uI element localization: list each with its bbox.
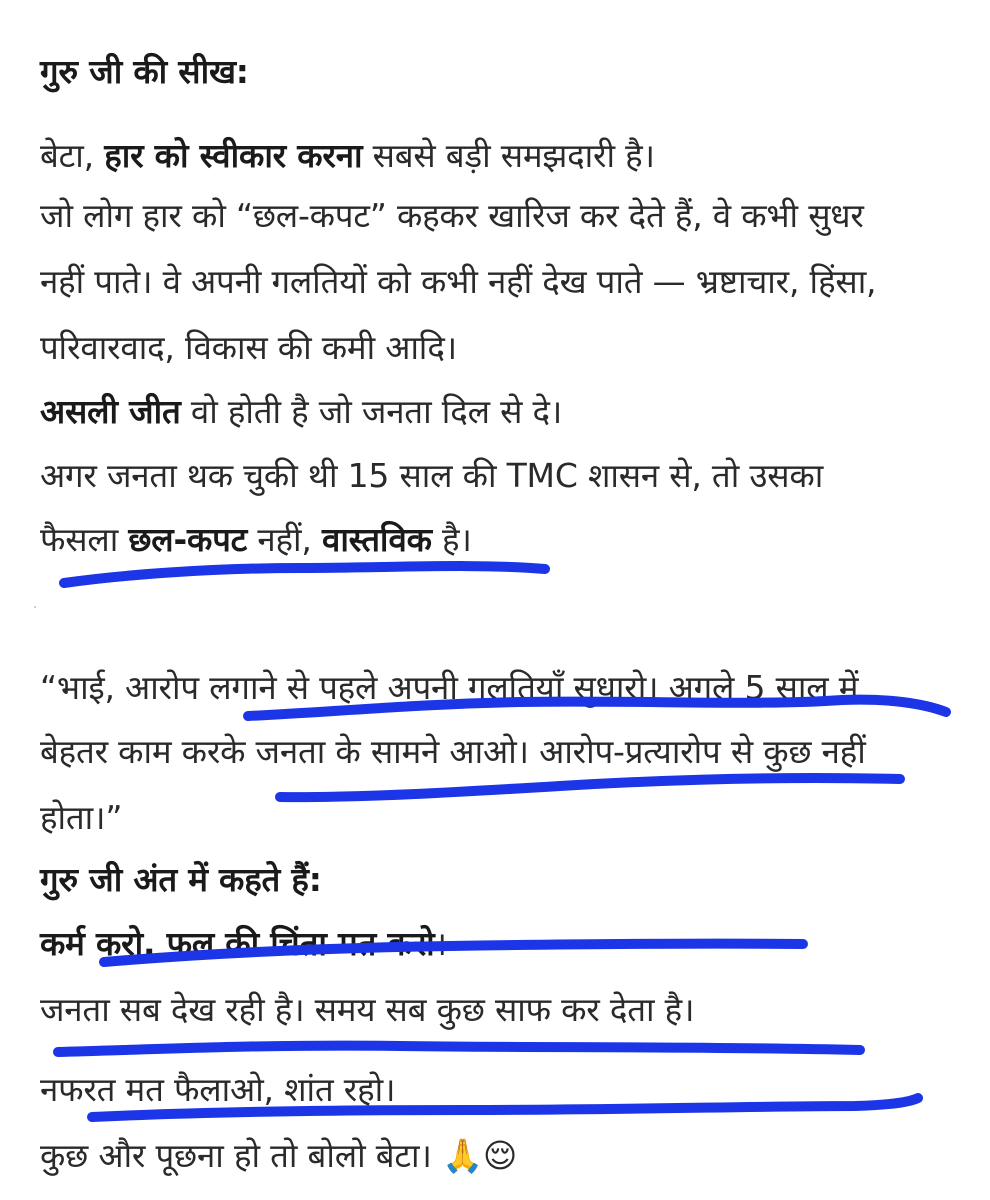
text-span: फैसला (40, 520, 129, 559)
text-span: है। (431, 520, 472, 559)
para1-line-6: अगर जनता थक चुकी थी 15 साल की TMC शासन से, तो उसका (40, 456, 824, 495)
closing-line-4: कुछ और पूछना हो तो बोलो बेटा। 🙏😌 (40, 1136, 518, 1175)
text-span: सबसे बड़ी समझदारी है। (362, 136, 655, 175)
closing-heading: गुरु जी अंत में कहते हैं: (40, 860, 322, 899)
highlighter-stroke (58, 1046, 860, 1052)
quote-line-2: बेहतर काम करके जनता के सामने आओ। आरोप-प्रत्यारोप से कुछ नहीं (40, 732, 866, 771)
quote-line-1: “भाई, आरोप लगाने से पहले अपनी गलतियाँ सुधारो। अगले 5 साल में (40, 668, 859, 707)
stray-dot (34, 606, 36, 608)
text-span: नहीं, (247, 520, 322, 559)
para1-line-1 (40, 136, 655, 176)
para1-line-4: परिवारवाद, विकास की कमी आदि। (40, 328, 457, 367)
text-span: बेटा, (40, 136, 105, 175)
para1-line-2: जो लोग हार को “छल-कपट” कहकर खारिज कर देते हैं, वे कभी सुधर (40, 196, 864, 235)
closing-line-2: जनता सब देख रही है। समय सब कुछ साफ कर देता है। (40, 990, 695, 1029)
highlighter-stroke (64, 566, 545, 583)
bold-phrase: कर्म करो, फल की चिंता मत करो (40, 924, 435, 963)
closing-line-1 (40, 924, 447, 964)
quote-line-3: होता।” (40, 798, 123, 837)
para1-line-5 (40, 392, 562, 432)
heading-guru-ji-ki-seekh: गुरु जी की सीख: (40, 52, 249, 91)
bold-phrase: वास्तविक (321, 520, 432, 559)
bold-phrase: असली जीत (40, 392, 181, 431)
text-span: वो होती है जो जनता दिल से दे। (180, 392, 563, 431)
para1-line-3: नहीं पाते। वे अपनी गलतियों को कभी नहीं देख पाते — भ्रष्टाचार, हिंसा, (40, 262, 877, 301)
highlighter-stroke (280, 778, 900, 797)
bold-phrase: हार को स्वीकार करना (104, 136, 363, 175)
para1-line-7 (40, 520, 472, 560)
bold-phrase: छल-कपट (128, 520, 248, 559)
text-span: । (434, 924, 447, 963)
closing-line-3: नफरत मत फैलाओ, शांत रहो। (40, 1070, 396, 1109)
